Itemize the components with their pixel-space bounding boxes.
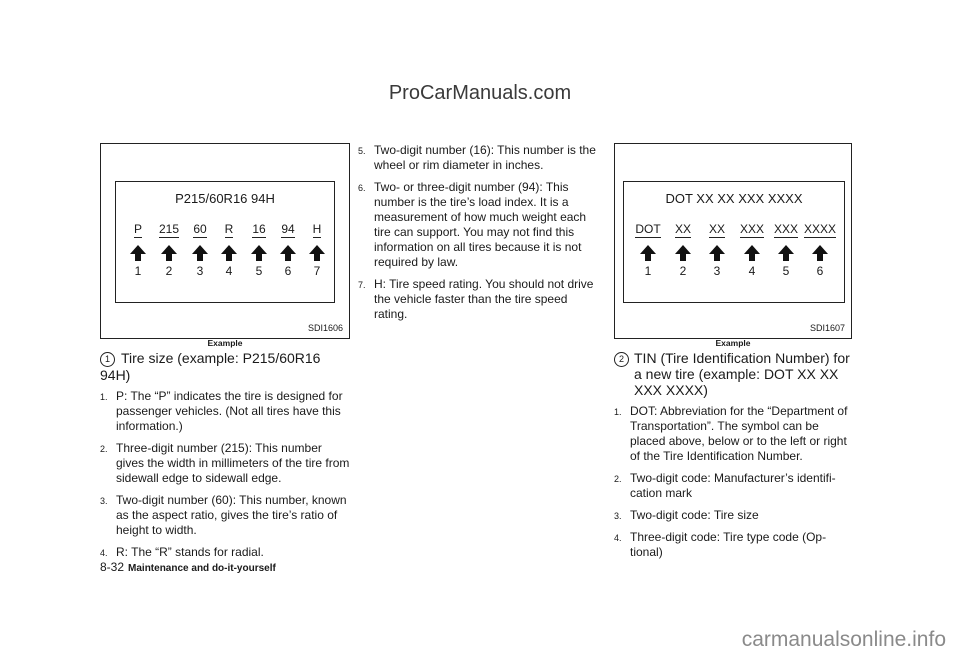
tire-size-section	[100, 350, 350, 567]
figure-id: SDI1607	[809, 323, 845, 333]
segment-number: 1	[644, 264, 652, 278]
tire-size-diagram	[115, 181, 335, 303]
figure-caption: Example	[207, 338, 243, 348]
segment-number: 3	[713, 264, 721, 278]
code-segment-label: P	[133, 222, 142, 236]
watermark: carmanualsonline.info	[741, 628, 946, 651]
list-item: 4. R: The “R” stands for radial.	[100, 545, 264, 559]
segment-number: 7	[313, 264, 321, 278]
segment-number: 3	[196, 264, 204, 278]
segment-number: 4	[748, 264, 756, 278]
code-segment-label: XX	[674, 222, 691, 236]
segment-number: 2	[165, 264, 173, 278]
code-segment-label: 94	[281, 222, 295, 236]
arrow-up-icon	[220, 244, 238, 262]
list-item: 2. Two-digit code: Manufacturer’s identifi- cation mark	[614, 471, 836, 500]
section-title	[100, 350, 350, 383]
page-footer	[100, 560, 276, 574]
tire-size-continued	[358, 143, 600, 329]
segment-number: 6	[284, 264, 292, 278]
figure-caption: Example	[715, 338, 751, 348]
tin-code: DOT XX XX XXX XXXX	[665, 191, 803, 206]
section-title-text: Tire size (example: P215/60R16 94H)	[100, 350, 321, 383]
code-segment-label: XXXX	[803, 222, 836, 236]
list-item: 2. Three-digit number (215): This number gives the width in millimeters of the tire from sidewall edge to sidewall edge.	[100, 441, 350, 485]
tin-diagram	[623, 181, 845, 303]
arrow-up-icon	[160, 244, 178, 262]
list-item: 4. Three-digit code: Tire type code (Op- tional)	[614, 530, 827, 559]
arrow-up-icon	[743, 244, 761, 262]
section-marker: 1	[100, 352, 115, 367]
code-segment-label: 16	[252, 222, 266, 236]
list-item: 1. DOT: Abbreviation for the “Department of Transportation”. The symbol can be placed above, below or to the left or right of the Tire Identification Number.	[614, 404, 848, 463]
arrow-up-icon	[674, 244, 692, 262]
segment-number: 6	[816, 264, 824, 278]
section-marker: 2	[614, 352, 629, 367]
segment-number: 5	[782, 264, 790, 278]
tin-figure	[614, 143, 852, 339]
figure-id: SDI1606	[307, 323, 343, 333]
list-item: 5. Two-digit number (16): This number is the wheel or rim diameter in inches.	[358, 143, 596, 172]
page-number: 8-32	[100, 560, 125, 574]
arrow-up-icon	[191, 244, 209, 262]
list-item: 3. Two-digit code: Tire size	[614, 508, 759, 522]
code-segment-label: 215	[158, 222, 180, 236]
code-segment-label: XXX	[773, 222, 798, 236]
arrow-up-icon	[129, 244, 147, 262]
list-item: 3. Two-digit number (60): This number, known as the aspect ratio, gives the tire’s ratio of height to width.	[100, 493, 347, 537]
arrow-up-icon	[777, 244, 795, 262]
list-item: 7. H: Tire speed rating. You should not drive the vehicle faster than the tire speed rating.	[358, 277, 594, 321]
arrow-up-icon	[308, 244, 326, 262]
section-title	[614, 350, 854, 398]
chapter-title: Maintenance and do-it-yourself	[128, 563, 276, 574]
code-segment-label: XX	[708, 222, 725, 236]
section-title-text: TIN (Tire Identification Number) for a new tire (example: DOT XX XX XXX XXXX)	[634, 350, 850, 398]
arrow-up-icon	[250, 244, 268, 262]
tire-size-code: P215/60R16 94H	[175, 191, 275, 206]
list-item: 1. P: The “P” indicates the tire is designed for passenger vehicles. (Not all tires have this information.)	[100, 389, 343, 433]
code-segment-label: H	[312, 222, 322, 236]
code-segment-label: 60	[193, 222, 207, 236]
list-item: 6. Two- or three-digit number (94): This number is the tire’s load index. It is a measurement of how much weight each tire can support. You may not find this information on all tires because it is not required by law.	[358, 180, 587, 269]
arrow-up-icon	[279, 244, 297, 262]
arrow-up-icon	[639, 244, 657, 262]
code-segment-label: DOT	[635, 222, 661, 236]
arrow-up-icon	[708, 244, 726, 262]
tin-section	[614, 350, 854, 567]
segment-number: 5	[255, 264, 263, 278]
code-segment-label: R	[224, 222, 234, 236]
site-header: ProCarManuals.com	[388, 82, 572, 104]
segment-number: 2	[679, 264, 687, 278]
segment-number: 4	[225, 264, 233, 278]
tire-size-figure	[100, 143, 350, 339]
arrow-up-icon	[811, 244, 829, 262]
code-segment-label: XXX	[739, 222, 764, 236]
segment-number: 1	[134, 264, 142, 278]
